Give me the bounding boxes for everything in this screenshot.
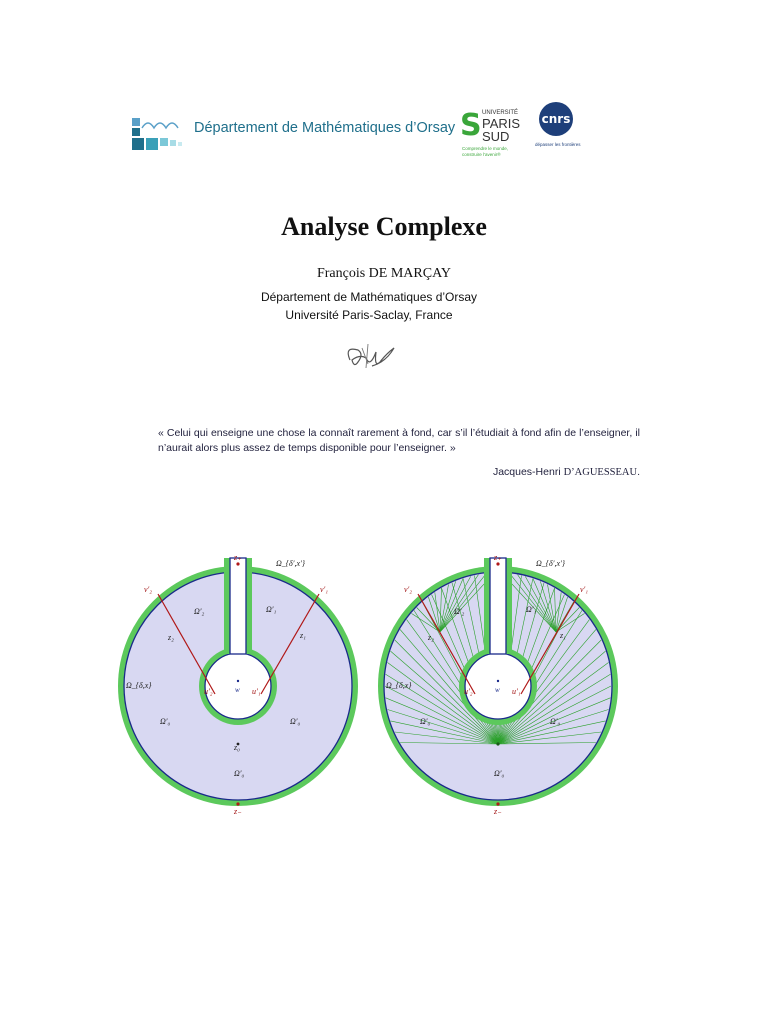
r-label-omega-dx: Ω_{δ,x}: [386, 681, 412, 690]
label-z1: z₁: [300, 631, 306, 640]
annulus-figure: [118, 548, 638, 820]
ups-tagline-2: construire l’avenir®: [462, 152, 501, 157]
cnrs-tagline: dépasser les frontières: [535, 142, 581, 147]
r-label-z2: z₂: [428, 633, 434, 642]
r-label-omega-dpxp: Ω_{δ′,x′}: [536, 559, 565, 568]
r-label-z-minus: z₋: [494, 807, 502, 816]
left-slit: [230, 558, 246, 654]
epigraph-quote: « Celui qui enseigne une chose la connaît rarement à fond, car s’il l’étudiait à fond afin de l’enseigner, il n’aurait alors plus assez de temps disponible pour l’enseigner. »: [158, 427, 640, 454]
left-annulus-diagram: [118, 553, 358, 816]
label-omega0p-c: Ω′₀: [234, 769, 245, 778]
r-label-u2p: u′₂: [464, 687, 473, 696]
ups-univ: UNIVERSITÉ: [482, 110, 519, 116]
label-u1p: u′₁: [252, 687, 261, 696]
epigraph-author-end: .: [637, 466, 640, 478]
department-name: Département de Mathématiques d’Orsay: [194, 120, 456, 136]
r-label-u1p: u′₁: [512, 687, 521, 696]
label-omega2p: Ω′₂: [194, 607, 205, 616]
label-omega0p-b: Ω′₀: [290, 717, 301, 726]
cnrs-name: cnrs: [539, 102, 573, 136]
label-z-minus: z₋: [234, 807, 242, 816]
cnrs-logo-icon: [535, 102, 605, 158]
r-label-omega0p-a: Ω′₀: [420, 717, 431, 726]
author-name: François DE MARÇAY: [316, 266, 452, 281]
ups-paris: PARIS: [482, 116, 521, 131]
r-label-v1p: v′₁: [580, 585, 589, 594]
epigraph-author-first: Jacques-Henri: [492, 466, 564, 478]
dept-logo-icon: [130, 114, 186, 152]
label-v2p: v′₂: [144, 585, 153, 594]
r-label-w: w: [495, 686, 500, 694]
r-label-omega0p-c: Ω′₀: [494, 769, 505, 778]
affiliation-line-2: Université Paris-Saclay, France: [285, 308, 453, 322]
epigraph-author-last: D’AGUESSEAU: [563, 467, 638, 478]
page-title: Analyse Complexe: [281, 212, 487, 241]
label-omega-dx: Ω_{δ,x}: [126, 681, 152, 690]
label-v1p: v′₁: [320, 585, 329, 594]
label-w: w: [235, 686, 240, 694]
r-label-omega2p: Ω′₂: [454, 607, 465, 616]
r-label-omega1p: Ω′₁: [526, 605, 537, 614]
header-logos: [130, 100, 610, 160]
right-slit: [490, 558, 506, 654]
r-label-omega0p-b: Ω′₀: [550, 717, 561, 726]
epigraph-author: [493, 466, 640, 478]
label-omega0p-a: Ω′₀: [160, 717, 171, 726]
label-u2p: u′₂: [204, 687, 213, 696]
label-omega1p: Ω′₁: [266, 605, 277, 614]
r-label-z1: z₁: [560, 631, 566, 640]
label-z-plus: z₊: [234, 553, 242, 562]
ups-tagline-1: Comprendre le monde,: [462, 146, 509, 151]
ups-logo-icon: S UNIVERSITÉ PARIS SUD Comprendre le monde, construire l’avenir®: [460, 108, 521, 157]
label-omega-dpxp: Ω_{δ′,x′}: [276, 559, 305, 568]
label-z0: z₀: [234, 743, 240, 752]
affiliation-line-1: Département de Mathématiques d’Orsay: [260, 290, 478, 304]
right-annulus-diagram: [378, 553, 618, 816]
r-label-z-plus: z₊: [494, 553, 502, 562]
r-label-v2p: v′₂: [404, 585, 413, 594]
signature-icon: [340, 336, 396, 376]
label-z2: z₂: [168, 633, 174, 642]
ups-sud: SUD: [482, 129, 510, 144]
